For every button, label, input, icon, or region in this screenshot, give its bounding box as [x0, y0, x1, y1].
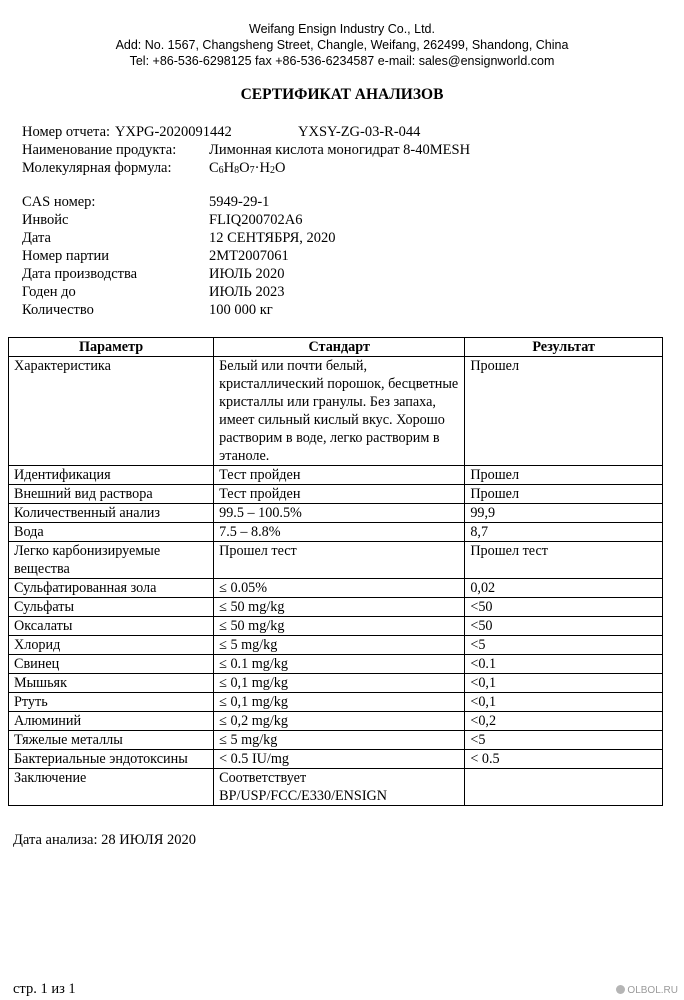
row-standard: ≤ 0,1 mg/kg	[214, 674, 465, 693]
table-row	[9, 504, 663, 523]
row-parameter: Свинец	[9, 655, 214, 674]
table-row	[9, 485, 663, 504]
page-number: стр. 1 из 1	[13, 981, 76, 997]
row-parameter: Оксалаты	[9, 617, 214, 636]
row-standard: ≤ 0.1 mg/kg	[214, 655, 465, 674]
row-standard: ≤ 50 mg/kg	[214, 598, 465, 617]
row-parameter: Алюминий	[9, 712, 214, 731]
table-row	[9, 466, 663, 485]
row-parameter: Сульфаты	[9, 598, 214, 617]
row-result: <50	[465, 617, 663, 636]
table-row	[9, 579, 663, 598]
table-row	[9, 769, 663, 806]
product-name-value: Лимонная кислота моногидрат 8-40MESH	[209, 142, 471, 158]
row-result: 8,7	[465, 523, 663, 542]
row-parameter: Идентификация	[9, 466, 214, 485]
table-row	[9, 712, 663, 731]
analysis-date: Дата анализа: 28 ИЮЛЯ 2020	[13, 832, 197, 848]
row-result: Прошел	[465, 357, 663, 466]
row-standard: ≤ 0,1 mg/kg	[214, 693, 465, 712]
formula-label: Молекулярная формула:	[22, 160, 172, 176]
row-parameter: Ртуть	[9, 693, 214, 712]
molecular-formula: $C_6H_8O_7\cdot H_2O$	[209, 160, 286, 176]
column-header-parameter: Параметр	[9, 338, 214, 357]
table-row	[9, 617, 663, 636]
row-parameter: Характеристика	[9, 357, 214, 466]
cas-value: 5949-29-1	[209, 194, 270, 210]
row-result: <5	[465, 636, 663, 655]
row-result: <0.1	[465, 655, 663, 674]
quantity-label: Количество	[22, 302, 94, 318]
table-row	[9, 357, 663, 466]
row-standard: Белый или почти белый, кристаллический порошок, бесцветные кристаллы или гранулы. Без запаха, имеет сильный кислый вкус. Хорошо растворим в воде, легко растворим в этаноле.	[214, 357, 465, 466]
row-parameter: Мышьяк	[9, 674, 214, 693]
invoice-label: Инвойс	[22, 212, 69, 228]
row-standard: Тест пройден	[214, 466, 465, 485]
row-result: Прошел тест	[465, 542, 663, 579]
row-parameter: Бактериальные эндотоксины	[9, 750, 214, 769]
row-result: Прошел	[465, 485, 663, 504]
quantity-value: 100 000 кг	[209, 302, 273, 318]
table-row	[9, 655, 663, 674]
table-row	[9, 693, 663, 712]
table-row	[9, 523, 663, 542]
production-date-value: ИЮЛЬ 2020	[209, 266, 285, 282]
company-contacts: Tel: +86-536-6298125 fax +86-536-6234587 e-mail: sales@ensignworld.com	[129, 54, 555, 68]
row-standard: 99.5 – 100.5%	[214, 504, 465, 523]
table-row	[9, 636, 663, 655]
row-result: <0,1	[465, 693, 663, 712]
cas-label: CAS номер:	[22, 194, 96, 210]
row-parameter: Количественный анализ	[9, 504, 214, 523]
row-result: < 0.5	[465, 750, 663, 769]
row-parameter: Вода	[9, 523, 214, 542]
analysis-table	[8, 337, 663, 806]
row-standard: Прошел тест	[214, 542, 465, 579]
row-standard: 7.5 – 8.8%	[214, 523, 465, 542]
row-result	[465, 769, 663, 806]
watermark-text: OLBOL.RU	[627, 985, 678, 996]
column-header-result: Результат	[465, 338, 663, 357]
product-name-label: Наименование продукта:	[22, 142, 177, 158]
watermark-logo	[616, 985, 678, 996]
table-row	[9, 542, 663, 579]
row-parameter: Легко карбонизируемые вещества	[9, 542, 214, 579]
row-result: <50	[465, 598, 663, 617]
table-row	[9, 750, 663, 769]
row-standard: Соответствует BP/USP/FCC/E330/ENSIGN	[214, 769, 465, 806]
expiry-value: ИЮЛЬ 2023	[209, 284, 285, 300]
table-row	[9, 598, 663, 617]
row-standard: Тест пройден	[214, 485, 465, 504]
report-code: YXSY-ZG-03-R-044	[298, 124, 421, 140]
date-value: 12 СЕНТЯБРЯ, 2020	[209, 230, 336, 246]
date-label: Дата	[22, 230, 51, 246]
row-standard: ≤ 0,2 mg/kg	[214, 712, 465, 731]
row-result: <5	[465, 731, 663, 750]
row-parameter: Хлорид	[9, 636, 214, 655]
batch-value: 2MT2007061	[209, 248, 289, 264]
row-parameter: Заключение	[9, 769, 214, 806]
row-result: <0,1	[465, 674, 663, 693]
row-result: Прошел	[465, 466, 663, 485]
table-header-row	[9, 338, 663, 357]
row-standard: ≤ 5 mg/kg	[214, 731, 465, 750]
batch-label: Номер партии	[22, 248, 110, 264]
row-standard: < 0.5 IU/mg	[214, 750, 465, 769]
production-date-label: Дата производства	[22, 266, 138, 282]
report-number-label: Номер отчета:	[22, 124, 111, 140]
watermark-icon	[616, 985, 625, 994]
company-name: Weifang Ensign Industry Co., Ltd.	[249, 22, 435, 36]
table-row	[9, 674, 663, 693]
table-row	[9, 731, 663, 750]
column-header-standard: Стандарт	[214, 338, 465, 357]
row-parameter: Внешний вид раствора	[9, 485, 214, 504]
expiry-label: Годен до	[22, 284, 76, 300]
row-result: <0,2	[465, 712, 663, 731]
company-address: Add: No. 1567, Changsheng Street, Changle, Weifang, 262499, Shandong, China	[115, 38, 569, 52]
invoice-value: FLIQ200702A6	[209, 212, 303, 228]
row-standard: ≤ 0.05%	[214, 579, 465, 598]
row-parameter: Тяжелые металлы	[9, 731, 214, 750]
report-number-value: YXPG-2020091442	[115, 124, 232, 140]
row-standard: ≤ 50 mg/kg	[214, 617, 465, 636]
row-parameter: Сульфатированная зола	[9, 579, 214, 598]
row-result: 0,02	[465, 579, 663, 598]
row-result: 99,9	[465, 504, 663, 523]
document-title: СЕРТИФИКАТ АНАЛИЗОВ	[240, 86, 444, 103]
row-standard: ≤ 5 mg/kg	[214, 636, 465, 655]
